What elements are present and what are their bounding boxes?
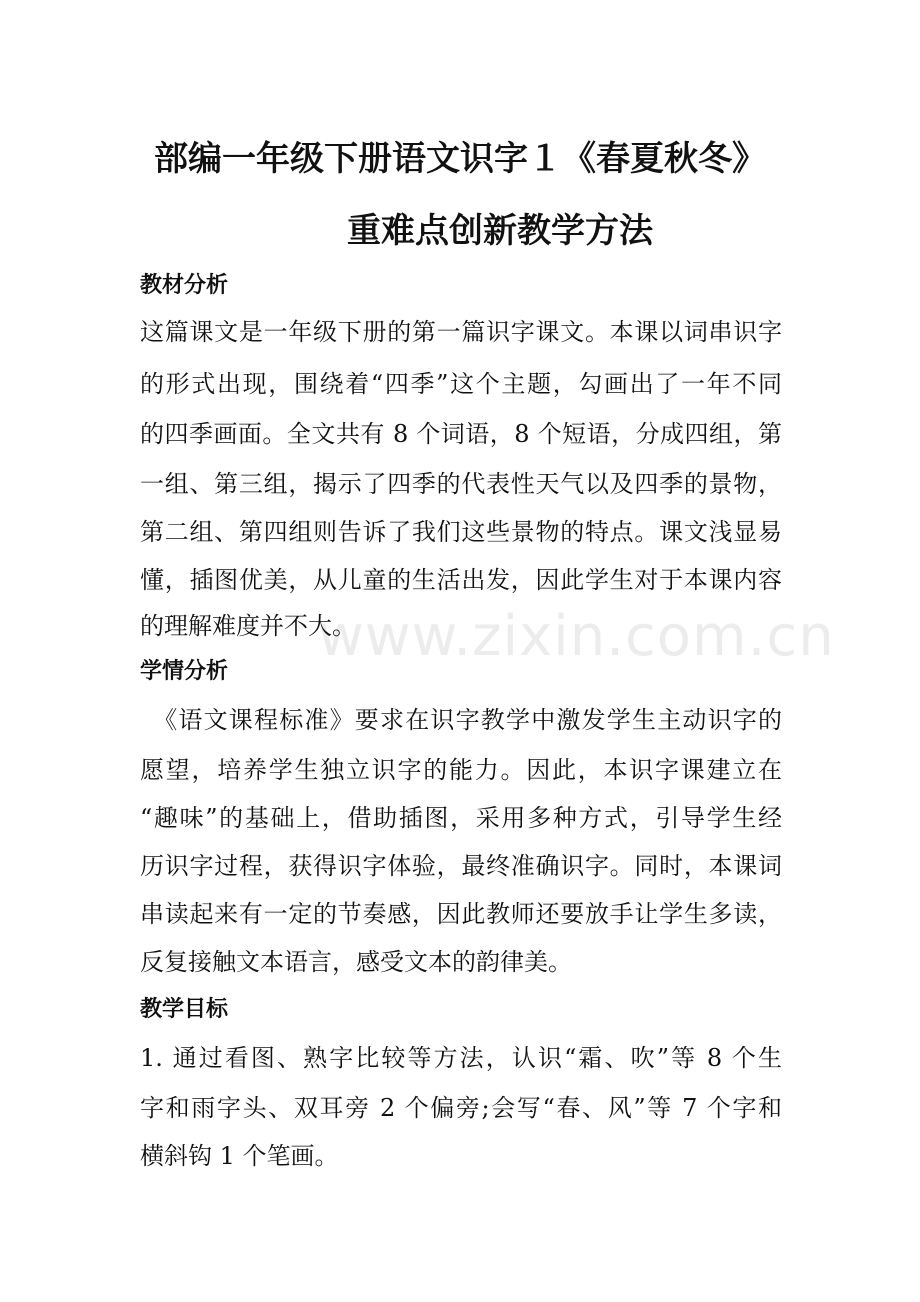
paragraph-line: 的形式出现，围绕着“四季”这个主题，勾画出了一年不同 [140, 370, 782, 398]
paragraph-line: 串读起来有一定的节奏感，因此教师还要放手让学生多读， [140, 900, 782, 928]
document-subtitle: 重难点创新教学方法 [347, 211, 653, 251]
paragraph-line: 懂，插图优美，从儿童的生活出发，因此学生对于本课内容 [140, 566, 782, 594]
document-title: 部编一年级下册语文识字１《春夏秋冬》 [154, 139, 766, 179]
watermark: www.zixin.com.cn [318, 604, 835, 669]
paragraph-line: 字和雨字头、双耳旁 2 个偏旁;会写“春、风”等 7 个字和 [140, 1094, 782, 1122]
paragraph-line: “趣味”的基础上，借助插图，采用多种方式，引导学生经 [140, 804, 782, 832]
paragraph-line: 的理解难度并不大。 [140, 612, 356, 640]
paragraph-line: 历识字过程，获得识字体验，最终准确识字。同时，本课词 [140, 852, 782, 880]
paragraph-line: 1. 通过看图、熟字比较等方法，认识“霜、吹”等 8 个生 [140, 1044, 782, 1072]
paragraph-line: 一组、第三组，揭示了四季的代表性天气以及四季的景物， [140, 470, 782, 498]
section-heading-learner-analysis: 学情分析 [140, 659, 229, 684]
paragraph-line: 这篇课文是一年级下册的第一篇识字课文。本课以词串识字 [140, 318, 782, 346]
paragraph-line: 第二组、第四组则告诉了我们这些景物的特点。课文浅显易 [140, 518, 782, 546]
paragraph-line: 反复接触文本语言，感受文本的韵律美。 [140, 948, 572, 976]
section-heading-textbook-analysis: 教材分析 [140, 273, 229, 298]
paragraph-line: 横斜钩 1 个笔画。 [140, 1142, 339, 1170]
paragraph-line: 《语文课程标准》要求在识字教学中激发学生主动识字的 [140, 706, 782, 734]
paragraph-line: 愿望，培养学生独立识字的能力。因此，本识字课建立在 [140, 756, 782, 784]
paragraph-line: 的四季画面。全文共有 8 个词语，8 个短语，分成四组，第 [140, 420, 782, 448]
section-heading-teaching-goals: 教学目标 [140, 997, 229, 1022]
